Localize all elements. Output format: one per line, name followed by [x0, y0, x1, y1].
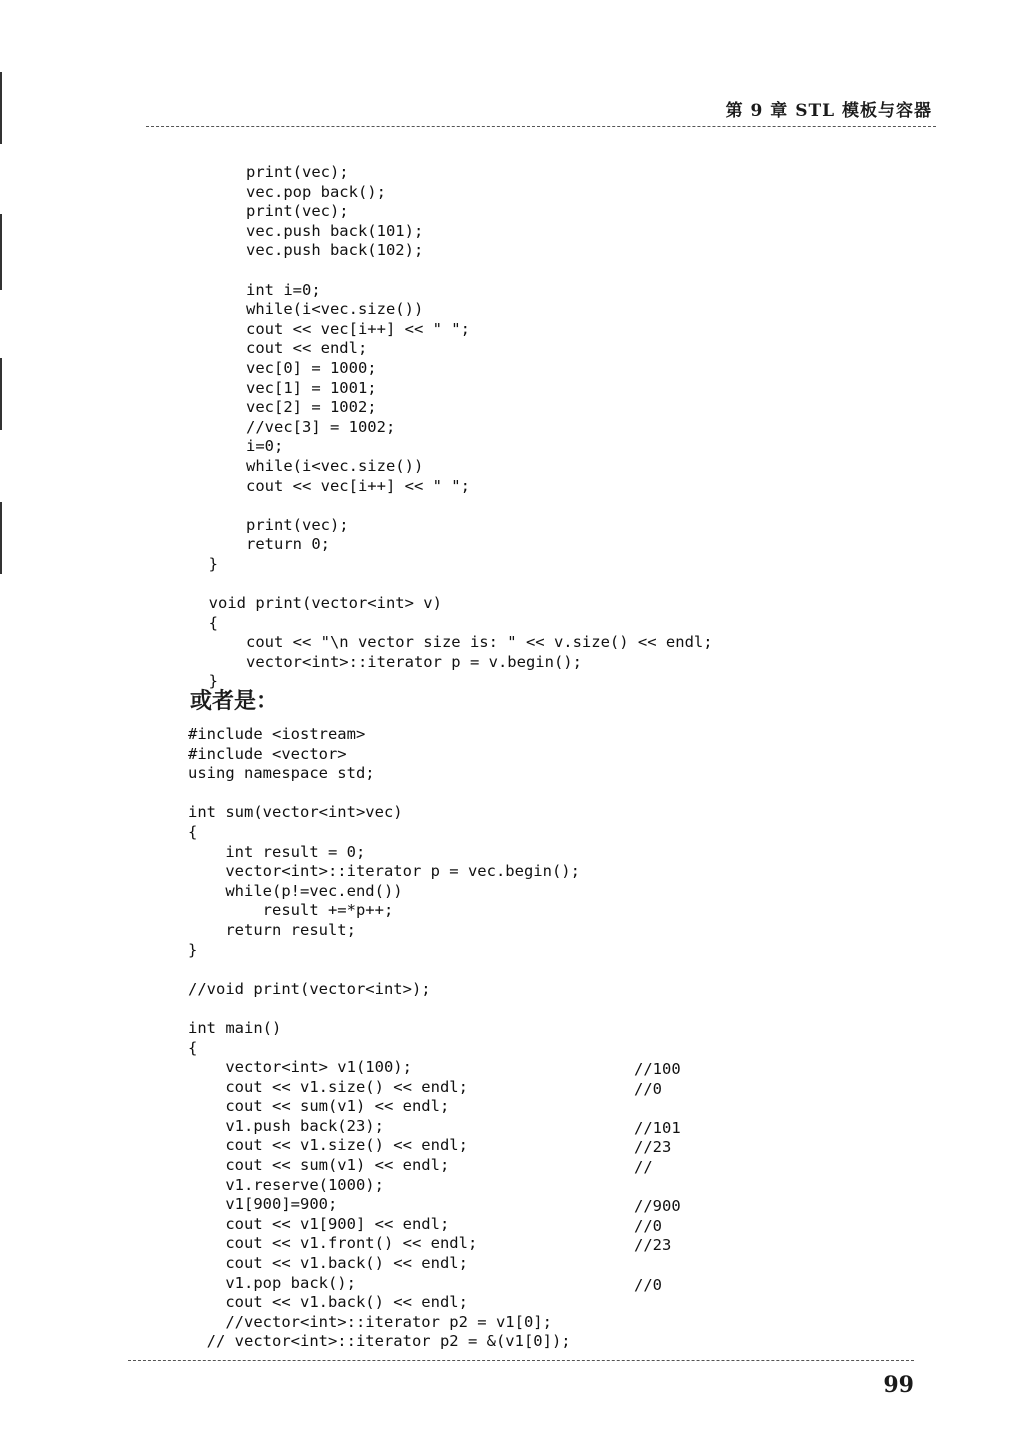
code-line: int result = 0; [188, 842, 366, 861]
code-line: cout << "\n vector size is: " << v.size() << endl; [190, 633, 713, 652]
code-line: vec[2] = 1002; [190, 398, 377, 417]
code-block-2 [188, 725, 580, 1352]
code-line: vector<int> v1(100); [188, 1058, 412, 1077]
code-line: using namespace std; [188, 764, 375, 783]
code-line: print(vec); [190, 515, 349, 534]
code-comment: //100 [634, 1060, 681, 1078]
code-line: } [190, 554, 218, 573]
code-line: cout << v1.size() << endl; [188, 1136, 468, 1155]
code-line: //vec[3] = 1002; [190, 417, 396, 436]
code-comment: //0 [634, 1079, 662, 1098]
code-line: v1.pop back(); [188, 1273, 356, 1292]
code-line: return result; [188, 920, 356, 939]
code-line: } [188, 940, 198, 959]
code-line: { [188, 822, 198, 841]
code-line: vec[0] = 1000; [190, 358, 377, 377]
code-line: vec[1] = 1001; [190, 378, 377, 397]
code-line [188, 960, 580, 980]
code-line: return 0; [190, 535, 330, 554]
code-line: cout << v1.back() << endl; [188, 1293, 468, 1312]
code-line: cout << sum(v1) << endl; [188, 1156, 450, 1175]
code-line: int sum(vector<int>vec) [188, 803, 403, 822]
code-line: int i=0; [190, 280, 321, 299]
code-line: { [188, 1038, 198, 1057]
code-line [188, 784, 580, 804]
code-line: cout << v1.front() << endl; [188, 1234, 478, 1253]
code-line [190, 574, 713, 594]
page-number: 99 [883, 1372, 914, 1398]
code-line: #include <vector> [188, 744, 347, 763]
code-comment [634, 1099, 681, 1119]
code-comment: //0 [634, 1216, 662, 1235]
code-line: cout << v1[900] << endl; [188, 1214, 450, 1233]
code-line: } [190, 672, 218, 691]
code-comment: // [634, 1157, 653, 1176]
code-comment: //101 [634, 1118, 681, 1137]
code-line: cout << vec[i++] << " "; [190, 319, 470, 338]
code-line: void print(vector<int> v) [190, 594, 442, 613]
margin-bar [0, 358, 2, 430]
code-comment: //0 [634, 1275, 662, 1294]
code-line: cout << v1.size() << endl; [188, 1077, 468, 1096]
code-line: cout << v1.back() << endl; [188, 1254, 468, 1273]
code-line: result +=*p++; [188, 901, 394, 920]
code-comment: //23 [634, 1236, 672, 1255]
code-comment [634, 1178, 681, 1198]
code-line [190, 261, 713, 281]
code-line: cout << endl; [190, 339, 368, 358]
code-line: while(p!=vec.end()) [188, 881, 403, 900]
header-rule [146, 126, 936, 127]
margin-bar [0, 214, 2, 290]
code-line: vector<int>::iterator p = vec.begin(); [188, 862, 580, 881]
code-line: print(vec); [190, 202, 349, 221]
code-line: v1.reserve(1000); [188, 1175, 384, 1194]
code-line: while(i<vec.size()) [190, 456, 424, 475]
code-line: v1[900]=900; [188, 1195, 338, 1214]
code-line: cout << sum(v1) << endl; [188, 1097, 450, 1116]
code-line [188, 999, 580, 1019]
code-line: cout << vec[i++] << " "; [190, 476, 470, 495]
code-comment: //900 [634, 1197, 681, 1216]
margin-bar [0, 502, 2, 574]
code-line: int main() [188, 1018, 282, 1037]
code-line: vec.push back(102); [190, 241, 424, 260]
code-comment: //23 [634, 1138, 672, 1157]
code-line [190, 496, 713, 516]
code-line: v1.push back(23); [188, 1116, 384, 1135]
code-line: vector<int>::iterator p = v.begin(); [190, 652, 582, 671]
code-block-1 [190, 163, 713, 692]
code-line: vec.push back(101); [190, 221, 424, 240]
margin-bar [0, 72, 2, 144]
code-comment [634, 1256, 681, 1276]
code-comments-column [634, 1060, 681, 1295]
code-line: while(i<vec.size()) [190, 300, 424, 319]
section-heading: 或者是： [190, 688, 279, 714]
running-header: 第 9 章 STL 模板与容器 [725, 101, 932, 121]
code-line: print(vec); [190, 163, 349, 181]
code-line: i=0; [190, 437, 284, 456]
code-line: //vector<int>::iterator p2 = v1[0]; [188, 1312, 552, 1331]
code-line: #include <iostream> [188, 725, 366, 743]
footer-rule [128, 1360, 914, 1361]
code-line: // vector<int>::iterator p2 = &(v1[0]); [188, 1332, 571, 1351]
code-line: vec.pop back(); [190, 182, 386, 201]
code-line: //void print(vector<int>); [188, 979, 431, 998]
code-line: { [190, 613, 218, 632]
